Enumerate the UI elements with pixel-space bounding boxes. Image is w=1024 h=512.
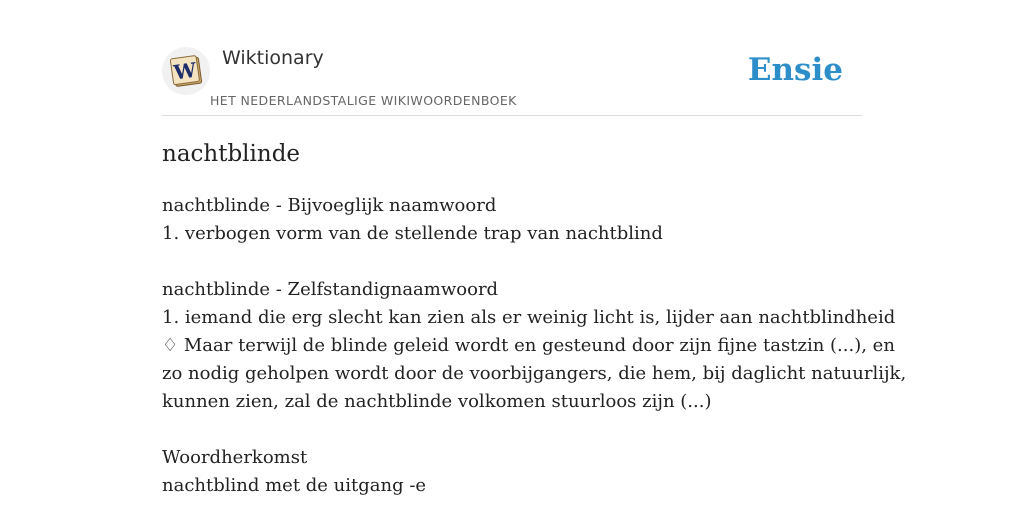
blank-line — [162, 416, 862, 444]
section-heading: Woordherkomst — [162, 447, 308, 468]
example-line: ♢ Maar terwijl de blinde geleid wordt en gesteund door zijn fijne tastzin (...), en — [162, 335, 895, 356]
svg-text:W: W — [172, 57, 198, 85]
definition-line: 1. iemand die erg slecht kan zien als er weinig licht is, lijder aan nachtblindheid — [162, 307, 896, 328]
example-line: zo nodig geholpen wordt door de voorbijgangers, die hem, bij daglicht natuurlijk, — [162, 363, 907, 384]
example-line: kunnen zien, zal de nachtblinde volkomen stuurloos zijn (...) — [162, 391, 712, 412]
page-title: nachtblinde — [162, 141, 301, 167]
ensie-brand-logo[interactable]: Ensie — [747, 52, 843, 88]
wiktionary-logo-svg — [166, 51, 206, 91]
etymology-line: nachtblind met de uitgang -e — [162, 475, 427, 496]
section-heading: nachtblinde - Zelfstandignaamwoord — [162, 279, 499, 300]
entry-content — [162, 192, 907, 500]
site-tagline: HET NEDERLANDSTALIGE WIKIWOORDENBOEK — [210, 93, 517, 108]
section-heading: nachtblinde - Bijvoeglijk naamwoord — [162, 195, 497, 216]
blank-line — [162, 248, 862, 276]
definition-line: 1. verbogen vorm van de stellende trap van nachtblind — [162, 223, 663, 244]
site-name[interactable]: Wiktionary — [222, 47, 324, 69]
wiktionary-logo-icon[interactable] — [162, 47, 210, 95]
site-header — [162, 0, 862, 116]
page — [162, 0, 907, 512]
